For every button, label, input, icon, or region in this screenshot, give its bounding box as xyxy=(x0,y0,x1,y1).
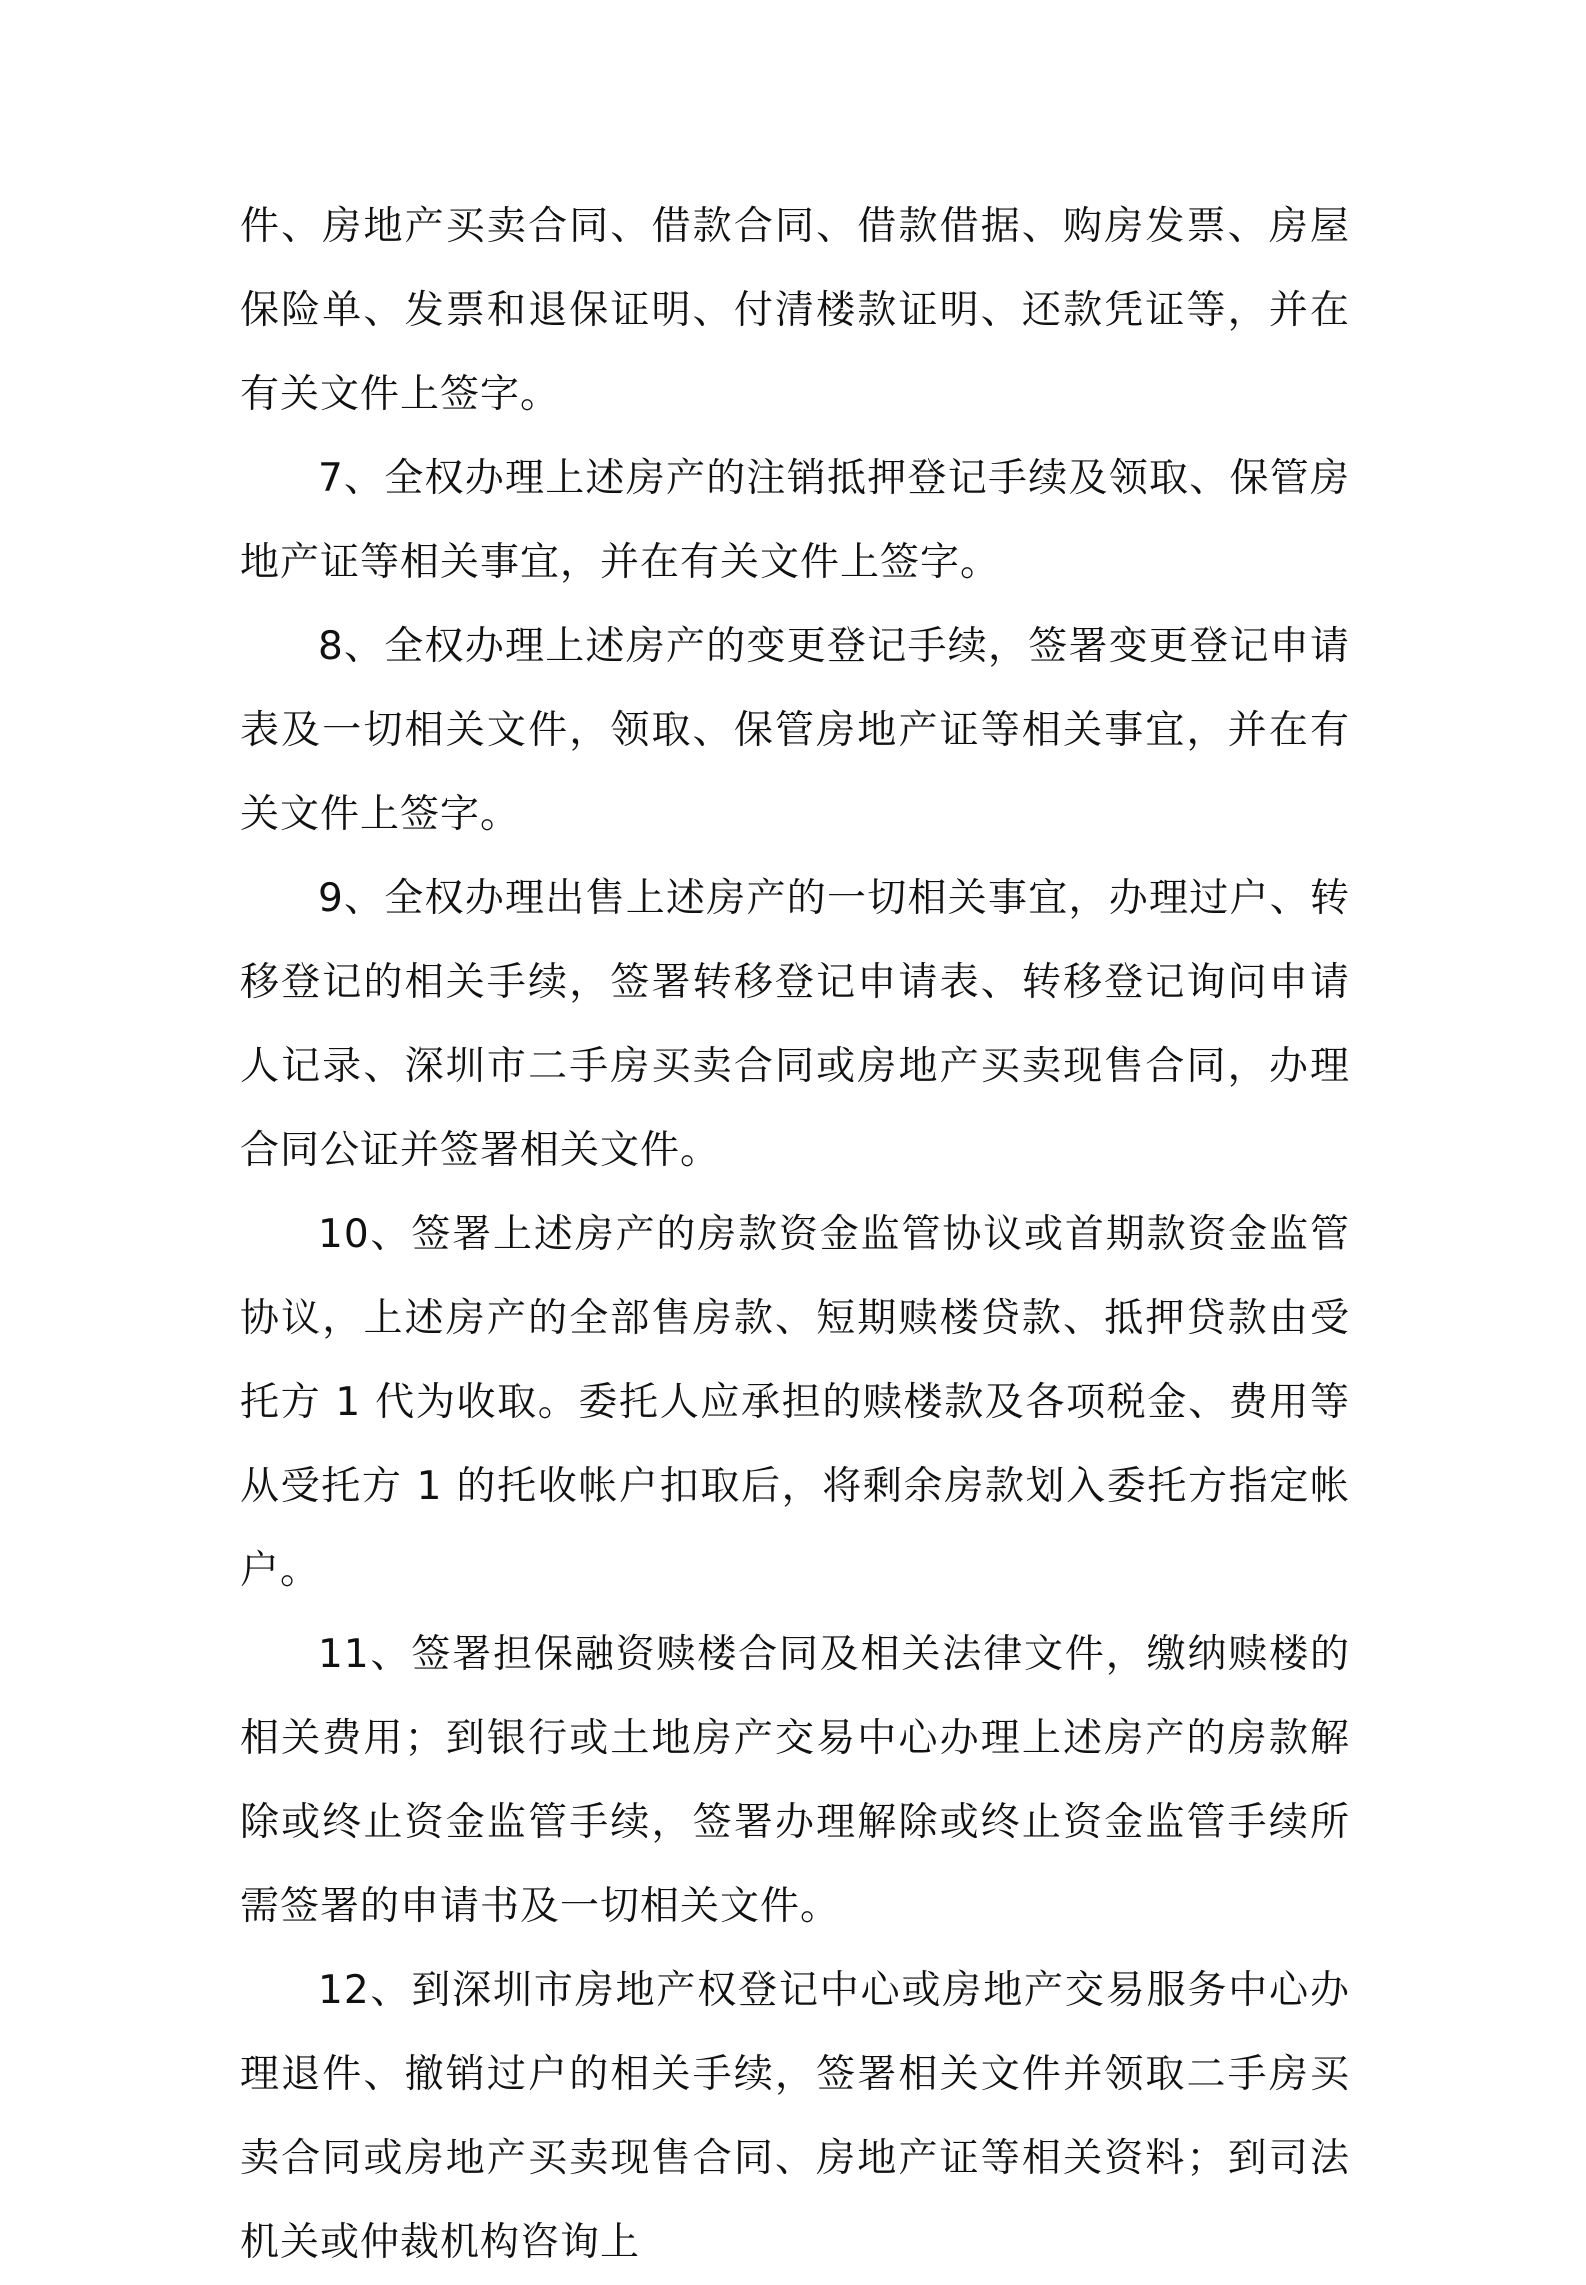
document-body xyxy=(240,185,1350,2285)
paragraph-clause-9: 9、全权办理出售上述房产的一切相关事宜，办理过户、转移登记的相关手续，签署转移登记申请表、转移登记询问申请人记录、深圳市二手房买卖合同或房地产买卖现售合同，办理合同公证并签署相关文件。 xyxy=(240,876,1350,1173)
paragraph-clause-12: 12、到深圳市房地产权登记中心或房地产交易服务中心办理退件、撤销过户的相关手续，签署相关文件并领取二手房买卖合同或房地产买卖现售合同、房地产证等相关资料；到司法机关或仲裁机构咨询上 xyxy=(240,1968,1350,2265)
paragraph-clause-8: 8、全权办理上述房产的变更登记手续，签署变更登记申请表及一切相关文件，领取、保管房地产证等相关事宜，并在有关文件上签字。 xyxy=(240,624,1350,837)
paragraph-clause-11: 11、签署担保融资赎楼合同及相关法律文件，缴纳赎楼的相关费用；到银行或土地房产交易中心办理上述房产的房款解除或终止资金监管手续，签署办理解除或终止资金监管手续所需签署的申请书及一切相关文件。 xyxy=(240,1632,1350,1929)
paragraph-clause-10: 10、签署上述房产的房款资金监管协议或首期款资金监管协议，上述房产的全部售房款、短期赎楼贷款、抵押贷款由受托方 1 代为收取。委托人应承担的赎楼款及各项税金、费用等从受托方 1 的托收帐户扣取后，将剩余房款划入委托方指定帐户。 xyxy=(240,1212,1350,1593)
paragraph-clause-7: 7、全权办理上述房产的注销抵押登记手续及领取、保管房地产证等相关事宜，并在有关文件上签字。 xyxy=(240,456,1350,585)
paragraph-continued-clause-6: 件、房地产买卖合同、借款合同、借款借据、购房发票、房屋保险单、发票和退保证明、付清楼款证明、还款凭证等，并在有关文件上签字。 xyxy=(240,204,1350,417)
